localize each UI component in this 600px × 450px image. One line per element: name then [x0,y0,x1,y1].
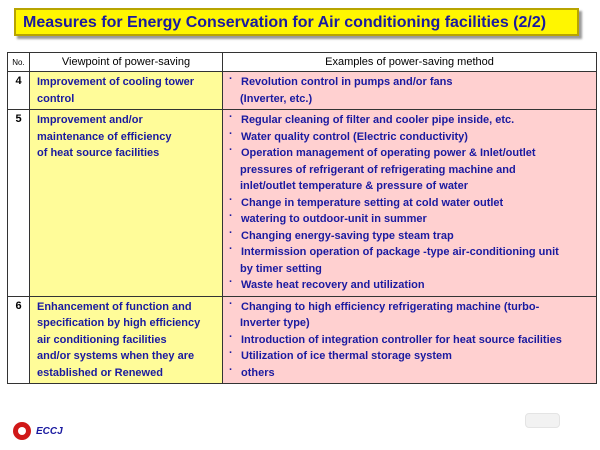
table-row [8,110,597,297]
example-item [228,195,592,212]
example-text: Operation management of operating power & Inlet/outlet [241,147,536,159]
example-continuation: Inverter type) [240,317,310,329]
page-title: Measures for Energy Conservation for Air conditioning facilities (2/2) [23,14,547,31]
examples-cell [223,110,597,297]
bullet-icon: · [229,127,233,140]
title-banner [14,8,579,36]
example-item [228,299,592,316]
bullet-icon: · [229,226,233,239]
viewpoint-cell [30,296,223,384]
measures-table [7,52,597,384]
example-text: Utilization of ice thermal storage system [241,350,452,362]
example-text: Regular cleaning of filter and cooler pipe inside, etc. [241,114,515,126]
table-header-row [8,53,597,72]
example-text: Revolution control in pumps and/or fans [241,76,453,88]
viewpoint-line: and/or systems when they are [37,350,195,362]
bullet-icon: · [229,210,233,222]
example-continuation: by timer setting [240,262,322,275]
header-viewpoint: Viewpoint of power-saving [30,53,223,72]
bullet-icon: · [229,111,233,123]
example-item [228,74,592,91]
example-continuation: (Inverter, etc.) [240,92,313,105]
example-item [228,211,592,228]
bullet-icon: · [229,347,233,359]
row-number: 6 [8,296,30,384]
table-row [8,72,597,110]
bullet-icon: · [229,363,233,376]
example-item [228,129,592,146]
logo-text: ECCJ [36,425,63,437]
row-number: 5 [8,110,30,297]
header-examples: Examples of power-saving method [223,53,597,72]
viewpoint-line: specification by high efficiency [37,317,201,329]
example-item [228,277,592,294]
example-text: Changing energy-saving type steam trap [241,229,454,242]
example-item [228,365,592,382]
viewpoint-line: maintenance of efficiency [37,130,172,143]
viewpoint-line: of heat source facilities [37,147,160,159]
example-text: Changing to high efficiency refrigerating machine (turbo- [241,300,540,313]
bullet-icon: · [229,73,233,85]
viewpoint-line: air conditioning facilities [37,333,167,346]
bullet-icon: · [229,193,233,206]
viewpoint-line: Improvement of cooling tower [37,76,195,88]
viewpoint-line: Improvement and/or [37,114,143,126]
viewpoint-line: control [37,92,75,105]
example-item [228,348,592,365]
viewpoint-line: Enhancement of function and [37,300,192,313]
example-continuation: pressures of refrigerant of refrigerating machine and [240,163,516,176]
example-continuation: inlet/outlet temperature & pressure of water [240,180,468,192]
example-item [228,145,592,162]
examples-cell [223,72,597,110]
example-text: Introduction of integration controller for heat source facilities [241,333,562,346]
viewpoint-cell [30,72,223,110]
example-item [228,244,592,261]
example-text: watering to outdoor-unit in summer [241,213,427,225]
example-text: Change in temperature setting at cold water outlet [241,196,504,209]
bullet-icon: · [229,276,233,288]
viewpoint-line: established or Renewed [37,366,163,379]
example-item [228,112,592,129]
viewpoint-cell [30,110,223,297]
example-text: Water quality control (Electric conductivity) [241,130,468,143]
table-row [8,296,597,384]
example-text: Intermission operation of package -type air-conditioning unit [241,246,559,258]
bullet-icon: · [229,330,233,343]
bullet-icon: · [229,243,233,255]
example-item [228,228,592,245]
example-text: Waste heat recovery and utilization [241,279,425,291]
row-number: 4 [8,72,30,110]
eccj-logo [13,422,63,440]
examples-cell [223,296,597,384]
header-no: No. [8,53,30,72]
example-text: others [241,366,275,379]
eccj-logo-icon [13,422,31,440]
bullet-icon: · [229,297,233,310]
example-item [228,332,592,349]
bullet-icon: · [229,144,233,156]
page-badge [525,413,560,428]
